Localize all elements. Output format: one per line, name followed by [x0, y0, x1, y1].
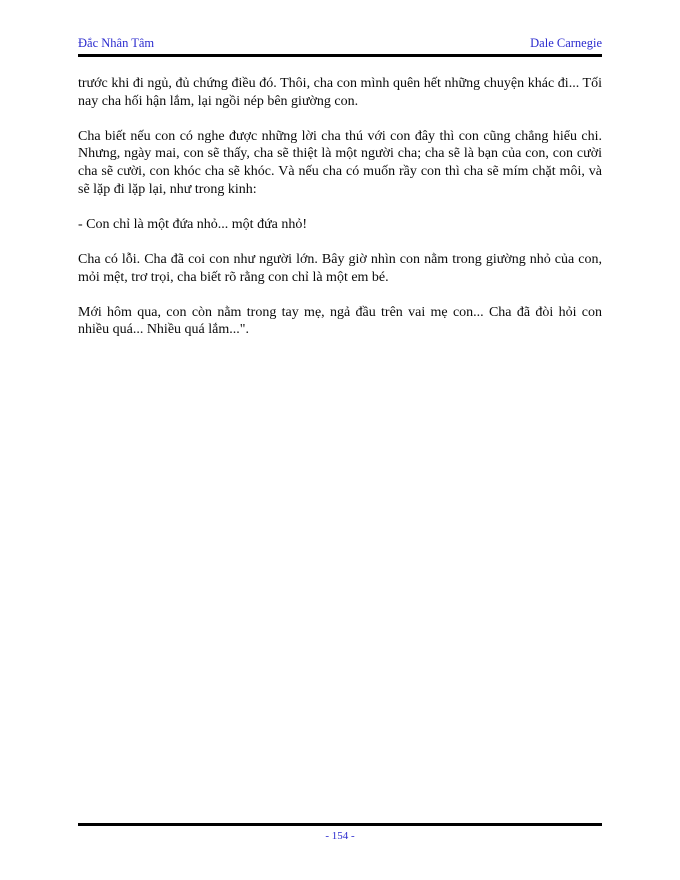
header-author: Dale Carnegie: [530, 36, 602, 50]
paragraph: Cha biết nếu con có nghe được những lời cha thú với con đây thì con cũng chẳng hiểu chi. Nhưng, ngày mai, con sẽ thấy, cha sẽ thiệt là một người cha; cha sẽ là bạn của con, con cười cha sẽ cười, con khóc cha sẽ khóc. Và nếu cha có muốn rầy con thì cha sẽ mím chặt môi, và sẽ lặp đi lặp lại, như trong kinh:: [78, 128, 602, 197]
page-footer: [78, 823, 602, 844]
page-number: - 154 -: [325, 830, 355, 842]
header-book-title: Đắc Nhân Tâm: [78, 36, 155, 50]
page-header: [78, 36, 602, 57]
page-body: [78, 75, 602, 357]
paragraph: Cha có lỗi. Cha đã coi con như người lớn. Bây giờ nhìn con nằm trong giường nhỏ của con, mỏi mệt, trơ trọi, cha biết rõ rằng con chỉ là một em bé.: [78, 251, 602, 285]
paragraph: - Con chỉ là một đứa nhỏ... một đứa nhỏ!: [78, 216, 308, 232]
paragraph: Mới hôm qua, con còn nằm trong tay mẹ, ngả đầu trên vai mẹ con... Cha đã đòi hỏi con nhiều quá... Nhiều quá lắm...".: [78, 304, 602, 338]
paragraph: trước khi đi ngủ, đủ chứng điều đó. Thôi, cha con mình quên hết những chuyện khác đi... Tối nay cha hối hận lắm, lại ngồi nép bên giường con.: [78, 76, 602, 109]
